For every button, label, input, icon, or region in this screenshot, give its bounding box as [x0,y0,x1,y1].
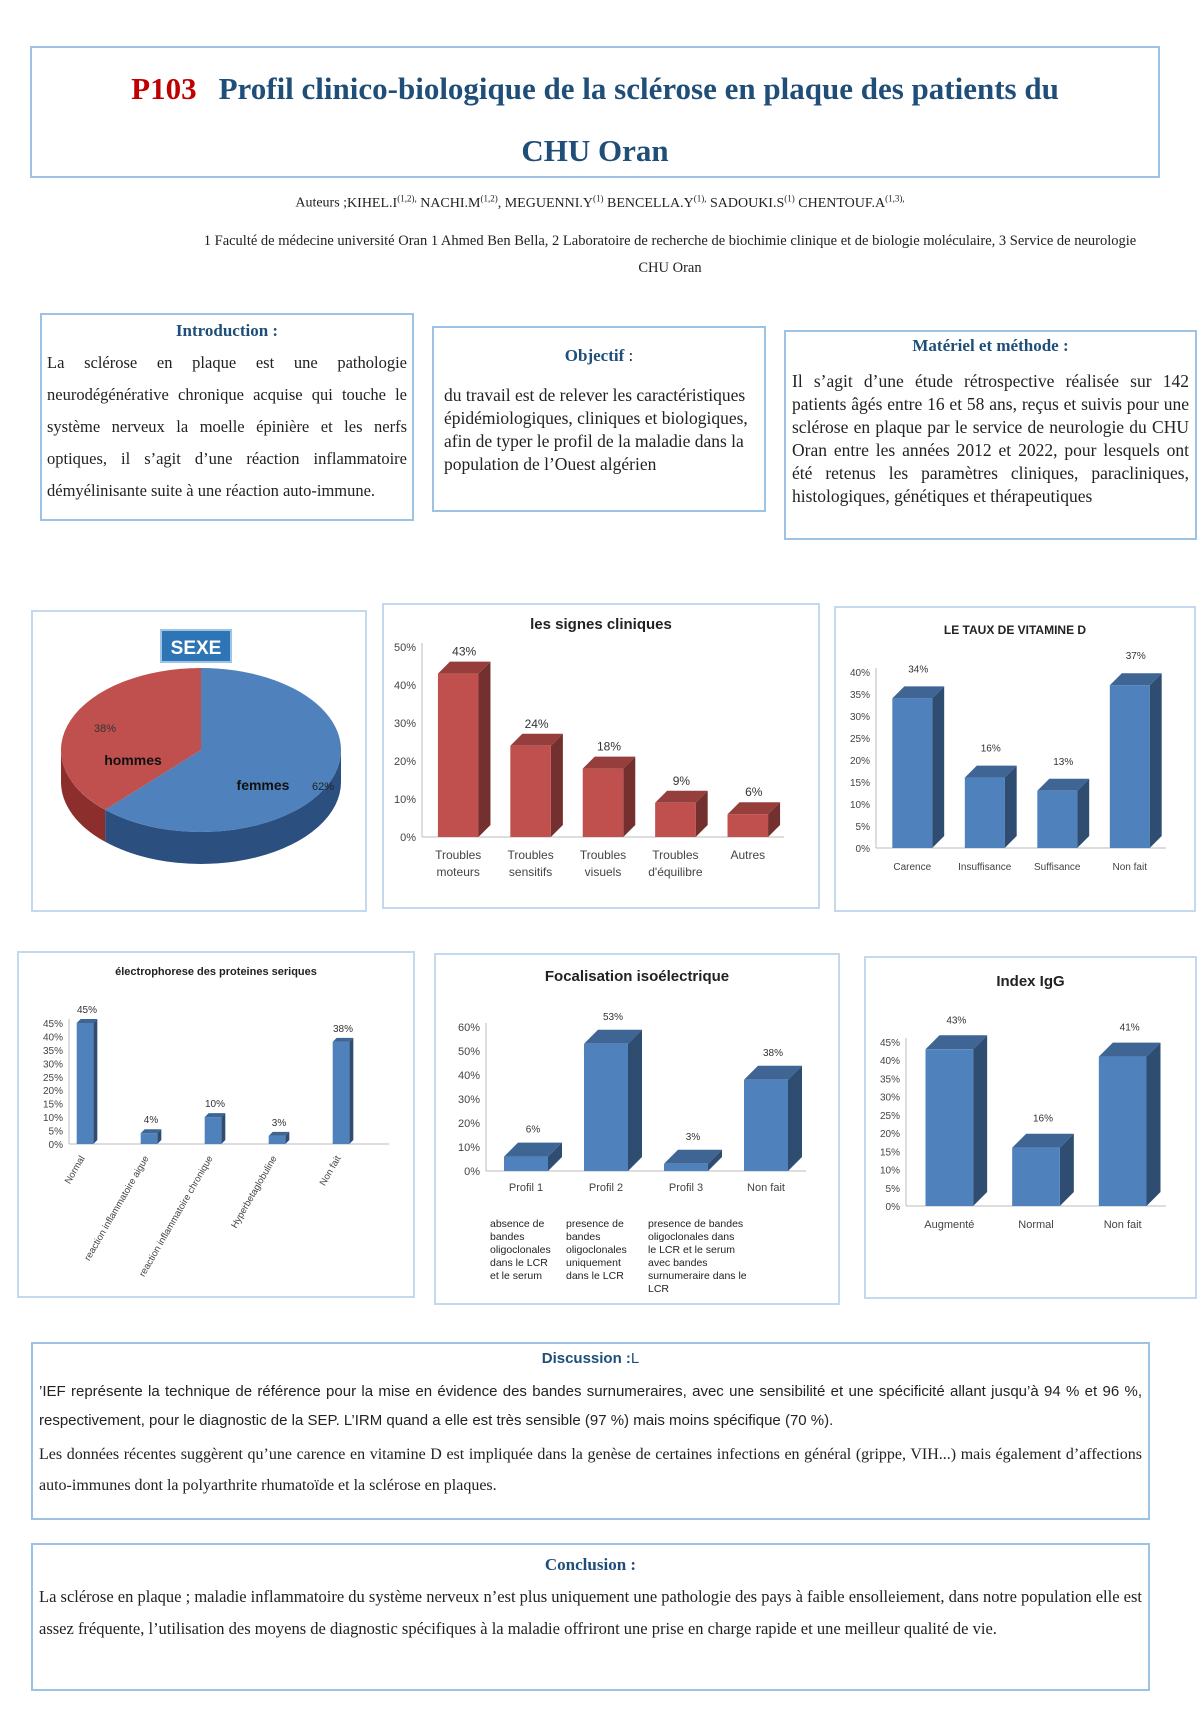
bar-side [551,734,563,837]
author-name: BENCELLA.Y [603,195,694,211]
affiliations: 1 Faculté de médecine université Oran 1 Ahmed Ben Bella, 2 Laboratoire de recherche de biochimie clinique et de biologie moléculaire, 3 Service de neurologie CHU Oran [203,233,1137,276]
authors-line [0,193,1200,212]
methode-box [784,330,1197,540]
author-name: CHENTOUF.A [794,195,886,211]
y-tick-label: 10% [849,800,870,811]
x-tick-label: Troubles [435,848,482,862]
discussion-title-tail: L [630,1350,640,1367]
x-tick-label: Insuffisance [958,862,1012,873]
pie-category-label: femmes [236,777,290,793]
bar [77,1023,94,1144]
chart-electrophorese [19,953,413,1296]
y-tick-label: 30% [457,1094,480,1106]
author-name: NACHI.M [416,195,481,211]
bar [269,1136,286,1144]
bar [510,746,551,837]
pie-category-label: hommes [104,752,162,768]
profile-annotation-line: uniquement [566,1257,621,1269]
profile-annotation [566,1218,627,1282]
profile-annotation-line: et le serum [490,1270,542,1282]
bar [205,1117,222,1144]
chart-focalisation-isoelectrique [436,955,838,1303]
profile-annotation-line: bandes [490,1231,525,1243]
data-label: 38% [332,1023,354,1035]
data-label: 9% [672,773,691,788]
chart-title: LE TAUX DE VITAMINE D [943,623,1087,637]
x-tick-label: Carence [893,862,932,873]
introduction-body: La sclérose en plaque est une pathologie neurodégénérative chronique acquise qui touche le système nerveux la moelle épinière et les nerfs optiques, il s’agit d’une réaction inflammatoire démyélinisante suite à une réaction auto-immune. [47,353,407,500]
data-label: 41% [1119,1022,1140,1034]
y-tick-label: 40% [849,668,870,679]
profile-annotation-line: LCR [648,1283,670,1295]
chart-vitd-box [834,606,1196,912]
y-tick-label: 25% [879,1110,900,1122]
x-tick-label: moteurs [436,865,480,879]
chart-signes-box [382,603,820,909]
chart-vitamine-d [836,608,1194,910]
data-label: 6% [745,785,763,800]
y-tick-label: 0% [48,1140,63,1151]
y-tick-label: 30% [393,718,416,730]
y-tick-label: 5% [885,1183,900,1195]
y-tick-label: 5% [48,1126,63,1138]
discussion-p1: ’IEF représente la technique de référence pour la mise en évidence des bandes surnumeraires, avec une sensibilité et une spécificité allant jusqu’à 94 % et 96 %, respectivement, pour le diagnostic de la SEP. L’IRM quand a elle est très sensible (97 %) mais moins spécifique (70 %). [39,1383,1142,1429]
chart-title: SEXE [170,638,222,659]
profile-annotation-line: avec bandes [648,1257,708,1269]
profile-annotation-line: dans le LCR [490,1257,548,1269]
bar [664,1164,708,1171]
data-label: 3% [271,1117,287,1129]
title-text-1: Profil clinico-biologique de la sclérose en plaque des patients du [218,71,1059,106]
introduction-title [47,321,407,341]
y-tick-label: 10% [457,1142,480,1154]
bar-side [623,757,635,837]
profile-annotation-line: surnumeraire dans le [648,1270,747,1282]
bar [1110,685,1150,848]
x-tick-label: Non fait [1103,1219,1142,1231]
x-tick-label: Profil 3 [668,1182,704,1194]
objectif-title-suffix: : [624,346,634,365]
y-tick-label: 10% [879,1165,900,1177]
profile-annotation-line: oligoclonales [490,1244,551,1256]
bar-side [628,1030,642,1171]
author-affiliation-sup: (1) [784,193,795,203]
bar-side [1005,766,1017,848]
x-tick-label: Troubles [507,848,554,862]
chart-title: électrophorese des proteines seriques [115,966,317,978]
y-tick-label: 50% [393,642,416,654]
data-label: 53% [602,1011,624,1023]
bar-side [973,1035,987,1206]
poster-code: P103 [131,71,197,106]
bar [333,1042,350,1144]
authors-prefix: Auteurs ; [295,195,348,211]
bar-side [1077,779,1089,848]
data-label: 43% [452,644,477,659]
x-tick-label: sensitifs [508,865,553,879]
data-label: 3% [685,1131,701,1143]
profile-annotation-line: presence de bandes [648,1218,744,1230]
y-tick-label: 0% [400,832,416,844]
profile-annotation-line: bandes [566,1231,601,1243]
x-tick-label: visuels [584,865,622,879]
y-tick-label: 20% [849,756,870,767]
author-affiliation-sup: (1,3), [885,193,905,203]
conclusion-title: Conclusion : [544,1555,637,1574]
authors-list [347,193,905,211]
data-label: 16% [980,743,1001,755]
introduction-title-suffix: : [268,321,279,340]
bar-side [478,662,490,837]
y-tick-label: 30% [42,1059,63,1071]
y-tick-label: 10% [393,794,416,806]
data-label: 10% [204,1099,226,1111]
chart-sexe [33,612,365,910]
title-box [30,46,1160,178]
x-tick-label: Non fait [747,1182,785,1194]
pie-value-label: 38% [93,723,117,735]
x-tick-label: Troubles [579,848,627,862]
y-tick-label: 10% [42,1113,63,1125]
chart-index-igg [866,958,1195,1297]
bar-side [1147,1043,1161,1206]
bar [892,698,932,848]
data-label: 34% [908,664,929,676]
data-label: 37% [1125,651,1146,663]
discussion-title-text: Discussion : [541,1350,631,1367]
bar [926,1049,974,1206]
author-affiliation-sup: (1,2) [480,193,498,203]
introduction-title-text: Introduction [175,321,269,340]
y-tick-label: 0% [464,1166,480,1178]
y-tick-label: 60% [457,1022,480,1034]
author-name: KIHEL.I [347,195,398,211]
y-tick-label: 40% [393,680,416,692]
bar [655,803,696,837]
y-tick-label: 15% [849,778,870,789]
profile-annotation-line: presence de [566,1218,624,1230]
data-label: 43% [946,1015,967,1027]
bar-side [788,1066,802,1171]
y-tick-label: 15% [42,1099,63,1111]
chart-igg-box [864,956,1197,1299]
objectif-title-text: Objectif [564,346,625,365]
x-tick-label: reaction inflammatoire chronique [137,1154,216,1279]
bar-side [221,1113,225,1144]
y-tick-label: 30% [849,712,870,723]
y-tick-label: 35% [879,1074,900,1086]
discussion-title [39,1350,1142,1367]
chart-electro-box [17,951,415,1298]
data-label: 16% [1032,1113,1054,1125]
data-label: 38% [762,1047,784,1059]
data-label: 4% [143,1115,159,1127]
pie-value-label: 62% [311,781,335,793]
discussion-p2: Les données récentes suggèrent qu’une carence en vitamine D est impliquée dans la genèse de certaines infections en général (grippe, VIH...) mais également d’affections auto-immunes dont la polyarthrite rhumatoïde et la sclérose en plaques. [39,1446,1142,1494]
x-tick-label: Non fait [317,1154,344,1188]
bar [1012,1148,1060,1206]
y-tick-label: 40% [879,1056,900,1068]
discussion-box [31,1342,1150,1520]
title-line-2: CHU Oran [521,133,669,168]
y-tick-label: 20% [42,1086,63,1098]
conclusion-body: La sclérose en plaque ; maladie inflammatoire du système nerveux n’est plus uniquement une pathologie des pays à faible ensolleiement, dans notre population elle est assez fréquente, l’utilisation des moyens de diagnostic spécifiques à la maladie offriront une prise en charge rapide et une meilleur qualité de vie. [39,1587,1142,1638]
y-tick-label: 40% [457,1070,480,1082]
bar-side [1150,673,1162,848]
y-tick-label: 25% [849,734,870,745]
bar-side [932,686,944,848]
author-affiliation-sup: (1) [593,193,604,203]
profile-annotation [490,1218,551,1282]
y-tick-label: 0% [885,1202,900,1213]
introduction-box [40,313,414,521]
bar [965,778,1005,848]
x-tick-label: Profil 2 [588,1182,624,1194]
y-tick-label: 30% [879,1092,900,1104]
y-tick-label: 0% [855,844,870,855]
x-tick-label: d'équilibre [648,865,703,879]
x-tick-label: Normal [1018,1219,1054,1231]
x-tick-label: Troubles [652,848,699,862]
y-tick-label: 5% [855,822,870,833]
x-tick-label: Autres [730,848,766,862]
author-affiliation-sup: (1,2), [397,193,417,203]
chart-ief-box [434,953,840,1305]
bar [1037,791,1077,848]
chart-title: les signes cliniques [530,616,672,633]
objectif-title [444,346,754,366]
bar [438,674,479,837]
data-label: 45% [76,1005,98,1016]
chart-signes-cliniques [384,605,818,907]
y-tick-label: 40% [42,1032,63,1044]
title-line-1 [32,58,1158,120]
bar [141,1133,158,1144]
y-tick-label: 45% [879,1038,900,1049]
y-tick-label: 25% [42,1072,63,1084]
y-tick-label: 50% [457,1046,480,1058]
x-tick-label: Suffisance [1033,862,1081,873]
data-label: 13% [1053,756,1074,768]
author-name: SADOUKI.S [706,195,785,211]
x-tick-label: Augmenté [924,1219,975,1231]
data-label: 6% [525,1124,541,1136]
objectif-body: du travail est de relever les caractéristiques épidémiologiques, cliniques et biologiques, afin de typer le profil de la maladie dans la population de l’Ouest algérien [444,385,748,474]
x-tick-label: reaction inflammatoire aigue [82,1154,152,1263]
author-name: , MEGUENNI.Y [497,195,593,211]
conclusion-box [31,1543,1150,1691]
profile-annotation-line: oligoclonales [566,1244,627,1256]
x-tick-label: Non fait [1112,862,1147,873]
y-tick-label: 20% [393,756,416,768]
profile-annotation-line: oligoclonales dans [648,1231,735,1243]
y-tick-label: 20% [879,1129,900,1141]
y-tick-label: 35% [849,690,870,701]
bar [1099,1057,1147,1206]
y-tick-label: 20% [457,1118,480,1130]
profile-annotation-line: le LCR et le serum [648,1244,735,1256]
methode-title: Matériel et méthode : [912,336,1069,355]
methode-body: Il s’agit d’une étude rétrospective réalisée sur 142 patients âgés entre 16 et 58 ans, reçus et suivis pour une sclérose en plaque par le service de neurologie du CHU Oran entre les années 2012 et 2022, pour lesquels ont été retenus les paramètres cliniques, paracliniques, histologiques, génétiques et thérapeutiques [792,371,1189,506]
bar [584,1044,628,1171]
bar [583,769,624,837]
x-tick-label: Hyperbetaglobuline [229,1154,280,1231]
bar [744,1080,788,1171]
y-tick-label: 45% [42,1019,63,1030]
chart-sexe-box [31,610,367,912]
chart-title: Index IgG [996,973,1065,990]
bar-side [349,1038,353,1144]
bar [504,1157,548,1171]
x-tick-label: Normal [62,1154,88,1187]
objectif-box [432,326,766,512]
profile-annotation-line: absence de [490,1218,545,1230]
bar [728,814,769,837]
data-label: 18% [596,739,622,754]
data-label: 24% [524,716,549,731]
x-tick-label: Profil 1 [508,1182,544,1194]
bar-side [93,1019,97,1144]
profile-annotation-line: dans le LCR [566,1270,624,1282]
y-tick-label: 35% [42,1045,63,1057]
chart-title: Focalisation isoélectrique [544,968,730,985]
author-affiliation-sup: (1), [693,193,707,203]
profile-annotation [648,1218,747,1295]
y-tick-label: 15% [879,1147,900,1159]
